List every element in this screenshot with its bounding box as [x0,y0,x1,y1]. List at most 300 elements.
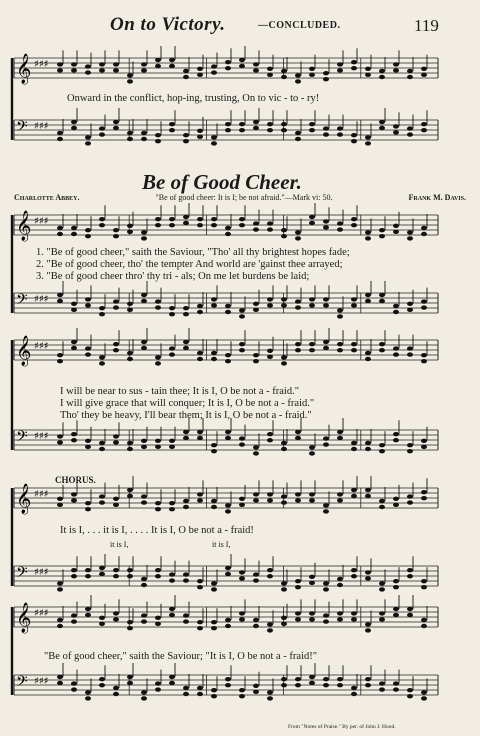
note [71,432,77,436]
note [57,359,63,363]
note [267,221,273,225]
note [113,228,119,232]
note [99,494,105,498]
note [239,576,245,580]
note [253,618,259,622]
note [155,299,161,303]
treble-staff [14,595,438,634]
note [155,622,161,626]
note [155,681,161,685]
note [99,566,105,570]
note [169,501,175,505]
note [127,131,133,135]
note [225,353,231,357]
note [393,224,399,228]
treble-staff [14,46,438,85]
note [99,500,105,504]
note [407,443,413,447]
note [393,130,399,134]
note [407,126,413,130]
note [99,312,105,316]
note [85,70,91,74]
note [85,141,91,145]
note [393,503,399,507]
note [365,447,371,451]
note [337,492,343,496]
note [267,628,273,632]
note [239,694,245,698]
svg-text:♯♯♯: ♯♯♯ [34,341,49,352]
note [127,574,133,578]
note [295,131,301,135]
note [113,234,119,238]
note [407,352,413,356]
note [421,73,427,77]
note [309,611,315,615]
note [407,230,413,234]
note [141,299,147,303]
note [225,310,231,314]
note [267,432,273,436]
note [253,221,259,225]
note [99,683,105,687]
note [323,503,329,507]
note [155,139,161,143]
note [239,611,245,615]
note [155,568,161,572]
note [267,349,273,353]
note [407,568,413,572]
note [281,234,287,238]
note [85,228,91,232]
note [71,62,77,66]
note [309,215,315,219]
svg-text:♯♯♯: ♯♯♯ [34,676,49,687]
note [141,613,147,617]
note [71,613,77,617]
note [197,67,203,71]
note [281,297,287,301]
note [211,694,217,698]
note [309,348,315,352]
note [337,62,343,66]
note [281,128,287,132]
note [197,217,203,221]
note [309,303,315,307]
song-title-be-of-good-cheer: Be of Good Cheer. [142,170,302,194]
note [281,622,287,626]
note [253,353,259,357]
note [71,574,77,578]
note [421,696,427,700]
note [141,293,147,297]
note [113,305,119,309]
note [421,439,427,443]
note [211,688,217,692]
footer-credit: From "Notes of Praise." By per. of John J. Hood. [288,724,396,730]
note [393,438,399,442]
note [407,75,413,79]
note [421,67,427,71]
note [365,299,371,303]
note [155,616,161,620]
note [337,611,343,615]
chorus-lyric-2: "Be of good cheer," saith the Saviour; "It is I, O be not a - fraid!" [44,651,318,662]
note [57,581,63,585]
note [393,432,399,436]
note [365,677,371,681]
note [281,355,287,359]
note [197,73,203,77]
svg-text:𝄞: 𝄞 [16,54,32,84]
note [337,221,343,225]
treble-staff [14,203,438,242]
note [295,79,301,83]
song-title-on-to-victory: On to Victory. [110,14,226,35]
note [85,234,91,238]
note [197,436,203,440]
note [239,688,245,692]
note [295,299,301,303]
note [197,357,203,361]
note [225,60,231,64]
note [421,618,427,622]
note [141,500,147,504]
note [379,449,385,453]
note [365,357,371,361]
note [225,232,231,236]
note [407,236,413,240]
note [323,346,329,350]
note [393,304,399,308]
note [127,447,133,451]
note [239,503,245,507]
note [183,139,189,143]
note [169,675,175,679]
note [211,587,217,591]
note [295,579,301,583]
svg-text:♯♯♯: ♯♯♯ [34,59,49,70]
note [351,297,357,301]
note [85,297,91,301]
svg-text:𝄞: 𝄞 [16,484,32,514]
note [71,438,77,442]
note [267,128,273,132]
note [267,227,273,231]
note [421,232,427,236]
note [225,566,231,570]
note [267,297,273,301]
note [169,578,175,582]
note [127,626,133,630]
note [337,683,343,687]
note [337,308,343,312]
note [211,303,217,307]
note [85,439,91,443]
note [365,67,371,71]
note [211,581,217,585]
note [267,622,273,626]
note [113,692,119,696]
note [183,346,189,350]
note [169,507,175,511]
note [281,303,287,307]
note [211,499,217,503]
note [253,126,259,130]
note [225,618,231,622]
note [267,122,273,126]
note [183,215,189,219]
note [379,299,385,303]
note [351,217,357,221]
note [351,568,357,572]
verse-1-line-2: I will be near to sus - tain thee; It is I, O be not a - fraid." [60,386,300,397]
note [99,68,105,72]
bass-staff [14,108,438,146]
note [351,447,357,451]
note [421,353,427,357]
svg-text:♯♯♯: ♯♯♯ [34,294,49,305]
note [99,126,105,130]
note [71,302,77,306]
note [379,505,385,509]
note [113,617,119,621]
staff-systems [12,46,438,701]
note [225,359,231,363]
note [57,587,63,591]
note [421,359,427,363]
note [113,126,119,130]
note [57,497,63,501]
note [393,607,399,611]
note [337,677,343,681]
note [57,353,63,357]
svg-text:♯♯♯: ♯♯♯ [34,121,49,132]
note [337,498,343,502]
note [85,607,91,611]
note [71,308,77,312]
note [211,620,217,624]
note [197,626,203,630]
note [337,132,343,136]
note [141,583,147,587]
note [71,346,77,350]
note [99,622,105,626]
note [309,681,315,685]
note [323,613,329,617]
note [85,346,91,350]
note [295,342,301,346]
page-number: 119 [414,16,439,35]
note [169,312,175,316]
note [365,683,371,687]
note [85,690,91,694]
note [281,581,287,585]
note [169,613,175,617]
note [155,64,161,68]
note [281,677,287,681]
note [57,131,63,135]
note [183,499,189,503]
note [379,228,385,232]
credits-line [14,193,466,202]
svg-text:𝄢: 𝄢 [16,118,28,139]
note [267,690,273,694]
note [393,687,399,691]
note [225,624,231,628]
note [169,64,175,68]
note [211,351,217,355]
note [239,128,245,132]
svg-text:𝄢: 𝄢 [16,291,28,312]
note [253,227,259,231]
note [309,342,315,346]
note [379,443,385,447]
note [169,607,175,611]
note [197,620,203,624]
note [309,581,315,585]
note [183,692,189,696]
note [239,442,245,446]
note [337,342,343,346]
note [211,217,217,221]
note [365,494,371,498]
note [379,75,385,79]
note [239,223,245,227]
note [337,617,343,621]
note [421,690,427,694]
note [295,73,301,77]
note [365,488,371,492]
note [57,293,63,297]
note [267,303,273,307]
note [337,583,343,587]
note [379,293,385,297]
note [351,139,357,143]
note [141,340,147,344]
note [57,299,63,303]
note [71,568,77,572]
note [323,297,329,301]
note [393,579,399,583]
note [197,579,203,583]
note [309,73,315,77]
note [379,120,385,124]
note [127,73,133,77]
note [127,568,133,572]
note [239,570,245,574]
note [365,576,371,580]
note [99,62,105,66]
verse-2-line-1: 2. "Be of good cheer, tho' the tempter And world are 'gainst thee arrayed; [36,259,343,270]
note [253,451,259,455]
note [281,587,287,591]
note [239,497,245,501]
note [225,122,231,126]
note [323,77,329,81]
note [421,490,427,494]
note [155,507,161,511]
note [407,302,413,306]
note [309,575,315,579]
note [99,132,105,136]
lyric-onward: Onward in the conflict, hop-ing, trusting, On to vic - to - ry! [67,93,320,104]
note [379,681,385,685]
note [71,498,77,502]
note [141,619,147,623]
note [113,68,119,72]
note [239,122,245,126]
note [351,686,357,690]
note [169,217,175,221]
note [393,68,399,72]
note [239,342,245,346]
note [365,628,371,632]
note [85,135,91,139]
note [393,585,399,589]
note [99,223,105,227]
note [113,568,119,572]
note [379,611,385,615]
concluded-label: —CONCLUDED. [258,20,341,31]
note [309,451,315,455]
note [365,73,371,77]
note [127,230,133,234]
note [169,346,175,350]
note [323,71,329,75]
note [141,494,147,498]
note [379,69,385,73]
note [71,232,77,236]
note [183,686,189,690]
note [337,430,343,434]
note [407,449,413,453]
svg-text:♯♯♯: ♯♯♯ [34,608,49,619]
note [155,355,161,359]
note [393,681,399,685]
note [323,581,329,585]
chorus-lyric-1: It is I, . . . it is I, . . . . It is I, O be not a - fraid! [60,525,254,536]
note [155,501,161,505]
note [211,135,217,139]
note [127,441,133,445]
note [267,696,273,700]
note [309,122,315,126]
note [239,617,245,621]
note [295,137,301,141]
note [407,494,413,498]
note [141,230,147,234]
note [309,617,315,621]
note [337,436,343,440]
note [113,611,119,615]
note [351,133,357,137]
note [141,68,147,72]
note [351,342,357,346]
note [267,568,273,572]
note [267,438,273,442]
note [169,445,175,449]
note [225,509,231,513]
note [141,131,147,135]
note [337,227,343,231]
note [281,75,287,79]
note [351,494,357,498]
note [57,62,63,66]
note [113,299,119,303]
note [295,585,301,589]
note [197,686,203,690]
